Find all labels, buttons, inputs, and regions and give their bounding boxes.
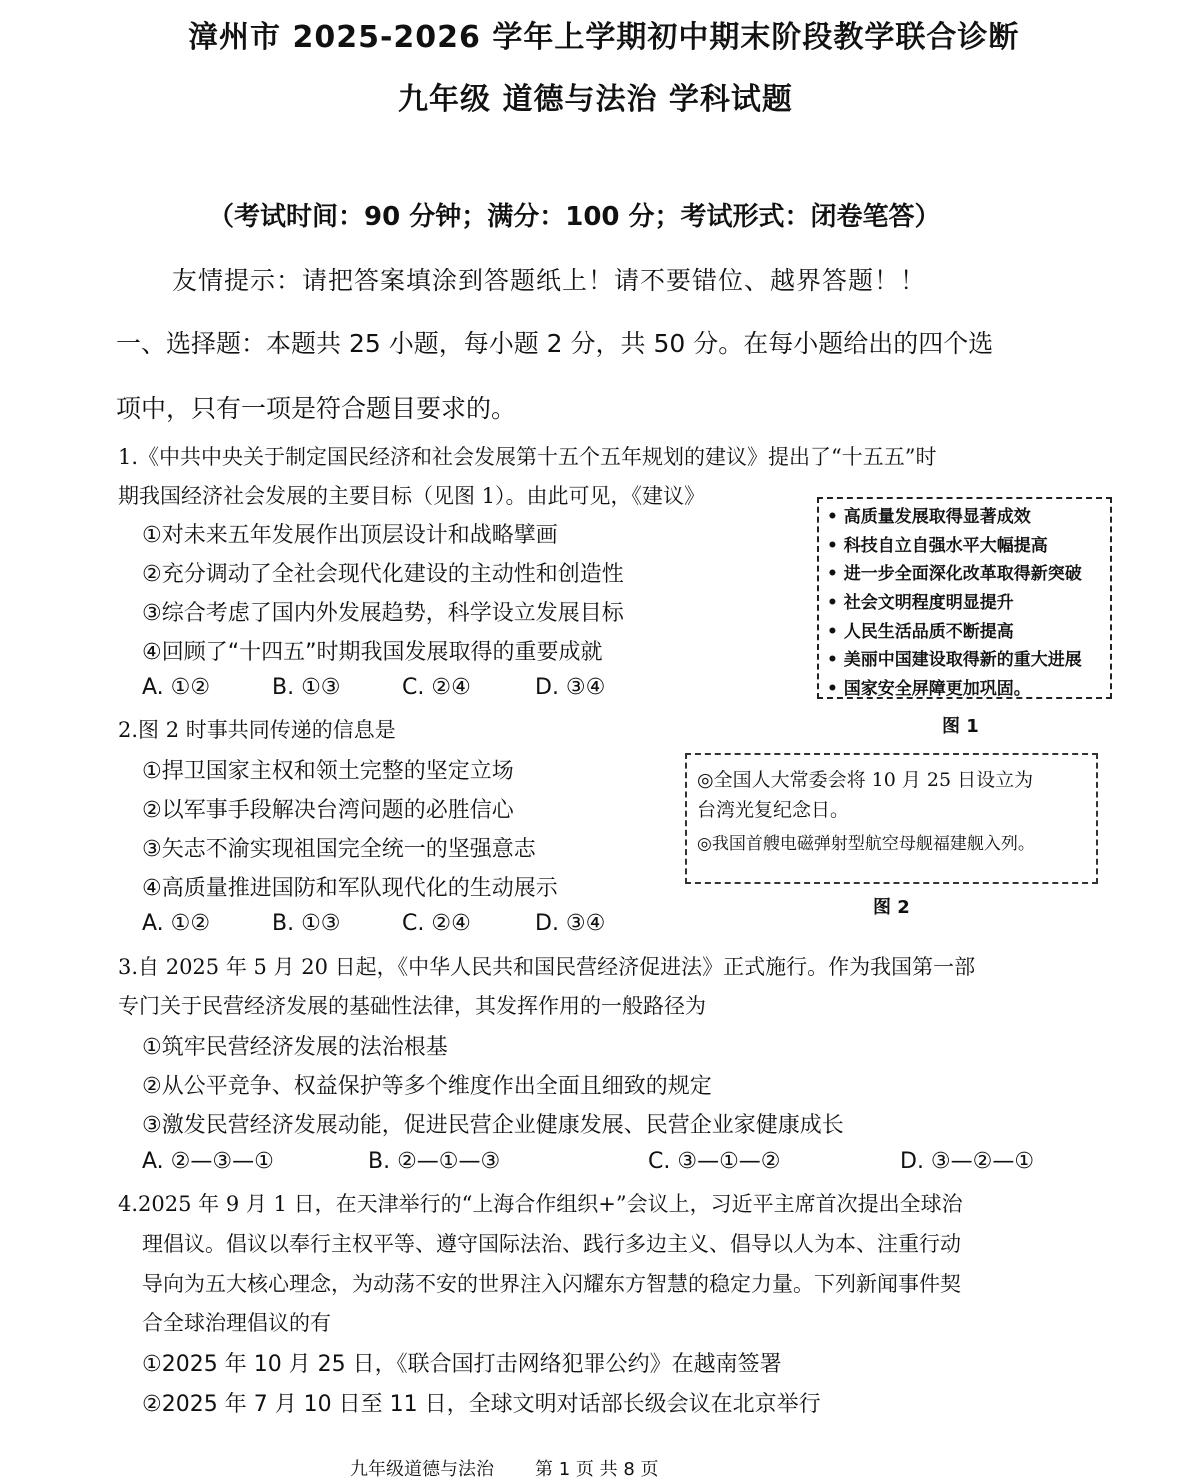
q2-answer-b: B. ①③	[272, 911, 341, 936]
q1-answer-c: C. ②④	[402, 675, 471, 700]
q4-stem-line1: 4.2025 年 9 月 1 日，在天津举行的“上海合作组织+”会议上，习近平主席首次提出全球治	[118, 1192, 963, 1216]
q3-option-3: ③激发民营经济发展动能，促进民营企业健康发展、民营企业家健康成长	[142, 1113, 844, 1138]
figure-1-item: • 国家安全屏障更加巩固。	[827, 679, 1031, 700]
figure-2-caption: 图 2	[873, 897, 910, 918]
q2-option-2: ②以军事手段解决台湾问题的必胜信心	[142, 798, 514, 823]
exam-title-line1: 漳州市 2025-2026 学年上学期初中期末阶段教学联合诊断	[188, 20, 1020, 55]
q1-answer-d: D. ③④	[535, 675, 606, 700]
figure-2-line: ◎我国首艘电磁弹射型航空母舰福建舰入列。	[697, 834, 1035, 854]
exam-title-line2: 九年级 道德与法治 学科试题	[398, 82, 793, 117]
q1-stem-line2: 期我国经济社会发展的主要目标（见图 1）。由此可见，《建议》	[118, 484, 706, 508]
q4-option-2: ②2025 年 7 月 10 日至 11 日，全球文明对话部长级会议在北京举行	[142, 1392, 821, 1417]
section-heading-line1: 一、选择题：本题共 25 小题，每小题 2 分，共 50 分。在每小题给出的四个选	[116, 329, 994, 358]
footer-subject: 九年级道德与法治	[350, 1459, 494, 1480]
figure-1-item: • 进一步全面深化改革取得新突破	[827, 564, 1082, 585]
q2-answer-c: C. ②④	[402, 911, 471, 936]
q4-stem-line4: 合全球治理倡议的有	[142, 1311, 331, 1335]
exam-info: （考试时间：90 分钟；满分：100 分；考试形式：闭卷笔答）	[208, 202, 941, 232]
figure-1-item: • 高质量发展取得显著成效	[827, 507, 1031, 527]
q2-answer-a: A. ①②	[142, 911, 211, 936]
section-heading-line2: 项中，只有一项是符合题目要求的。	[116, 394, 517, 423]
q3-answer-d: D. ③—②—①	[900, 1149, 1035, 1174]
q1-answer-b: B. ①③	[272, 675, 341, 700]
q2-option-4: ④高质量推进国防和军队现代化的生动展示	[142, 876, 558, 901]
q3-stem-line2: 专门关于民营经济发展的基础性法律，其发挥作用的一般路径为	[118, 994, 706, 1018]
reminder-text: 友情提示：请把答案填涂到答题纸上！请不要错位、越界答题！！	[172, 266, 927, 295]
q3-answer-a: A. ②—③—①	[142, 1149, 274, 1174]
q3-option-2: ②从公平竞争、权益保护等多个维度作出全面且细致的规定	[142, 1074, 712, 1099]
figure-2-line: 台湾光复纪念日。	[697, 799, 850, 821]
q4-stem-line2: 理倡议。倡议以奉行主权平等、遵守国际法治、践行多边主义、倡导以人为本、注重行动	[142, 1232, 961, 1256]
q1-answer-a: A. ①②	[142, 675, 211, 700]
q3-answer-b: B. ②—①—③	[368, 1149, 501, 1174]
figure-1-caption: 图 1	[942, 716, 979, 737]
q3-stem-line1: 3.自 2025 年 5 月 20 日起，《中华人民共和国民营经济促进法》正式施行。作为我国第一部	[118, 955, 976, 979]
figure-1-item: • 美丽中国建设取得新的重大进展	[827, 650, 1082, 671]
figure-1-item: • 社会文明程度明显提升	[827, 593, 1014, 614]
q2-option-3: ③矢志不渝实现祖国完全统一的坚强意志	[142, 837, 536, 862]
q1-option-4: ④回顾了“十四五”时期我国发展取得的重要成就	[142, 640, 603, 665]
q1-option-3: ③综合考虑了国内外发展趋势，科学设立发展目标	[142, 601, 624, 626]
q1-stem-line1: 1.《中共中央关于制定国民经济和社会发展第十五个五年规划的建议》提出了“十五五”时	[118, 445, 937, 469]
q3-option-1: ①筑牢民营经济发展的法治根基	[142, 1035, 448, 1060]
figure-1-item: • 科技自立自强水平大幅提高	[827, 535, 1048, 556]
q1-option-2: ②充分调动了全社会现代化建设的主动性和创造性	[142, 562, 624, 587]
figure-2-line: ◎全国人大常委会将 10 月 25 日设立为	[697, 769, 1034, 791]
footer-page-number: 第 1 页 共 8 页	[535, 1459, 659, 1480]
q2-answer-d: D. ③④	[535, 911, 606, 936]
q3-answer-c: C. ③—①—②	[648, 1149, 781, 1174]
q2-option-1: ①捍卫国家主权和领土完整的坚定立场	[142, 759, 514, 784]
q2-stem: 2.图 2 时事共同传递的信息是	[118, 718, 396, 742]
figure-1-box	[817, 497, 1112, 699]
figure-1-item: • 人民生活品质不断提高	[827, 621, 1014, 642]
figure-2-box	[685, 753, 1098, 884]
q4-option-1: ①2025 年 10 月 25 日，《联合国打击网络犯罪公约》在越南签署	[142, 1352, 782, 1377]
q4-stem-line3: 导向为五大核心理念，为动荡不安的世界注入闪耀东方智慧的稳定力量。下列新闻事件契	[142, 1272, 961, 1296]
q1-option-1: ①对未来五年发展作出顶层设计和战略擘画	[142, 523, 558, 548]
